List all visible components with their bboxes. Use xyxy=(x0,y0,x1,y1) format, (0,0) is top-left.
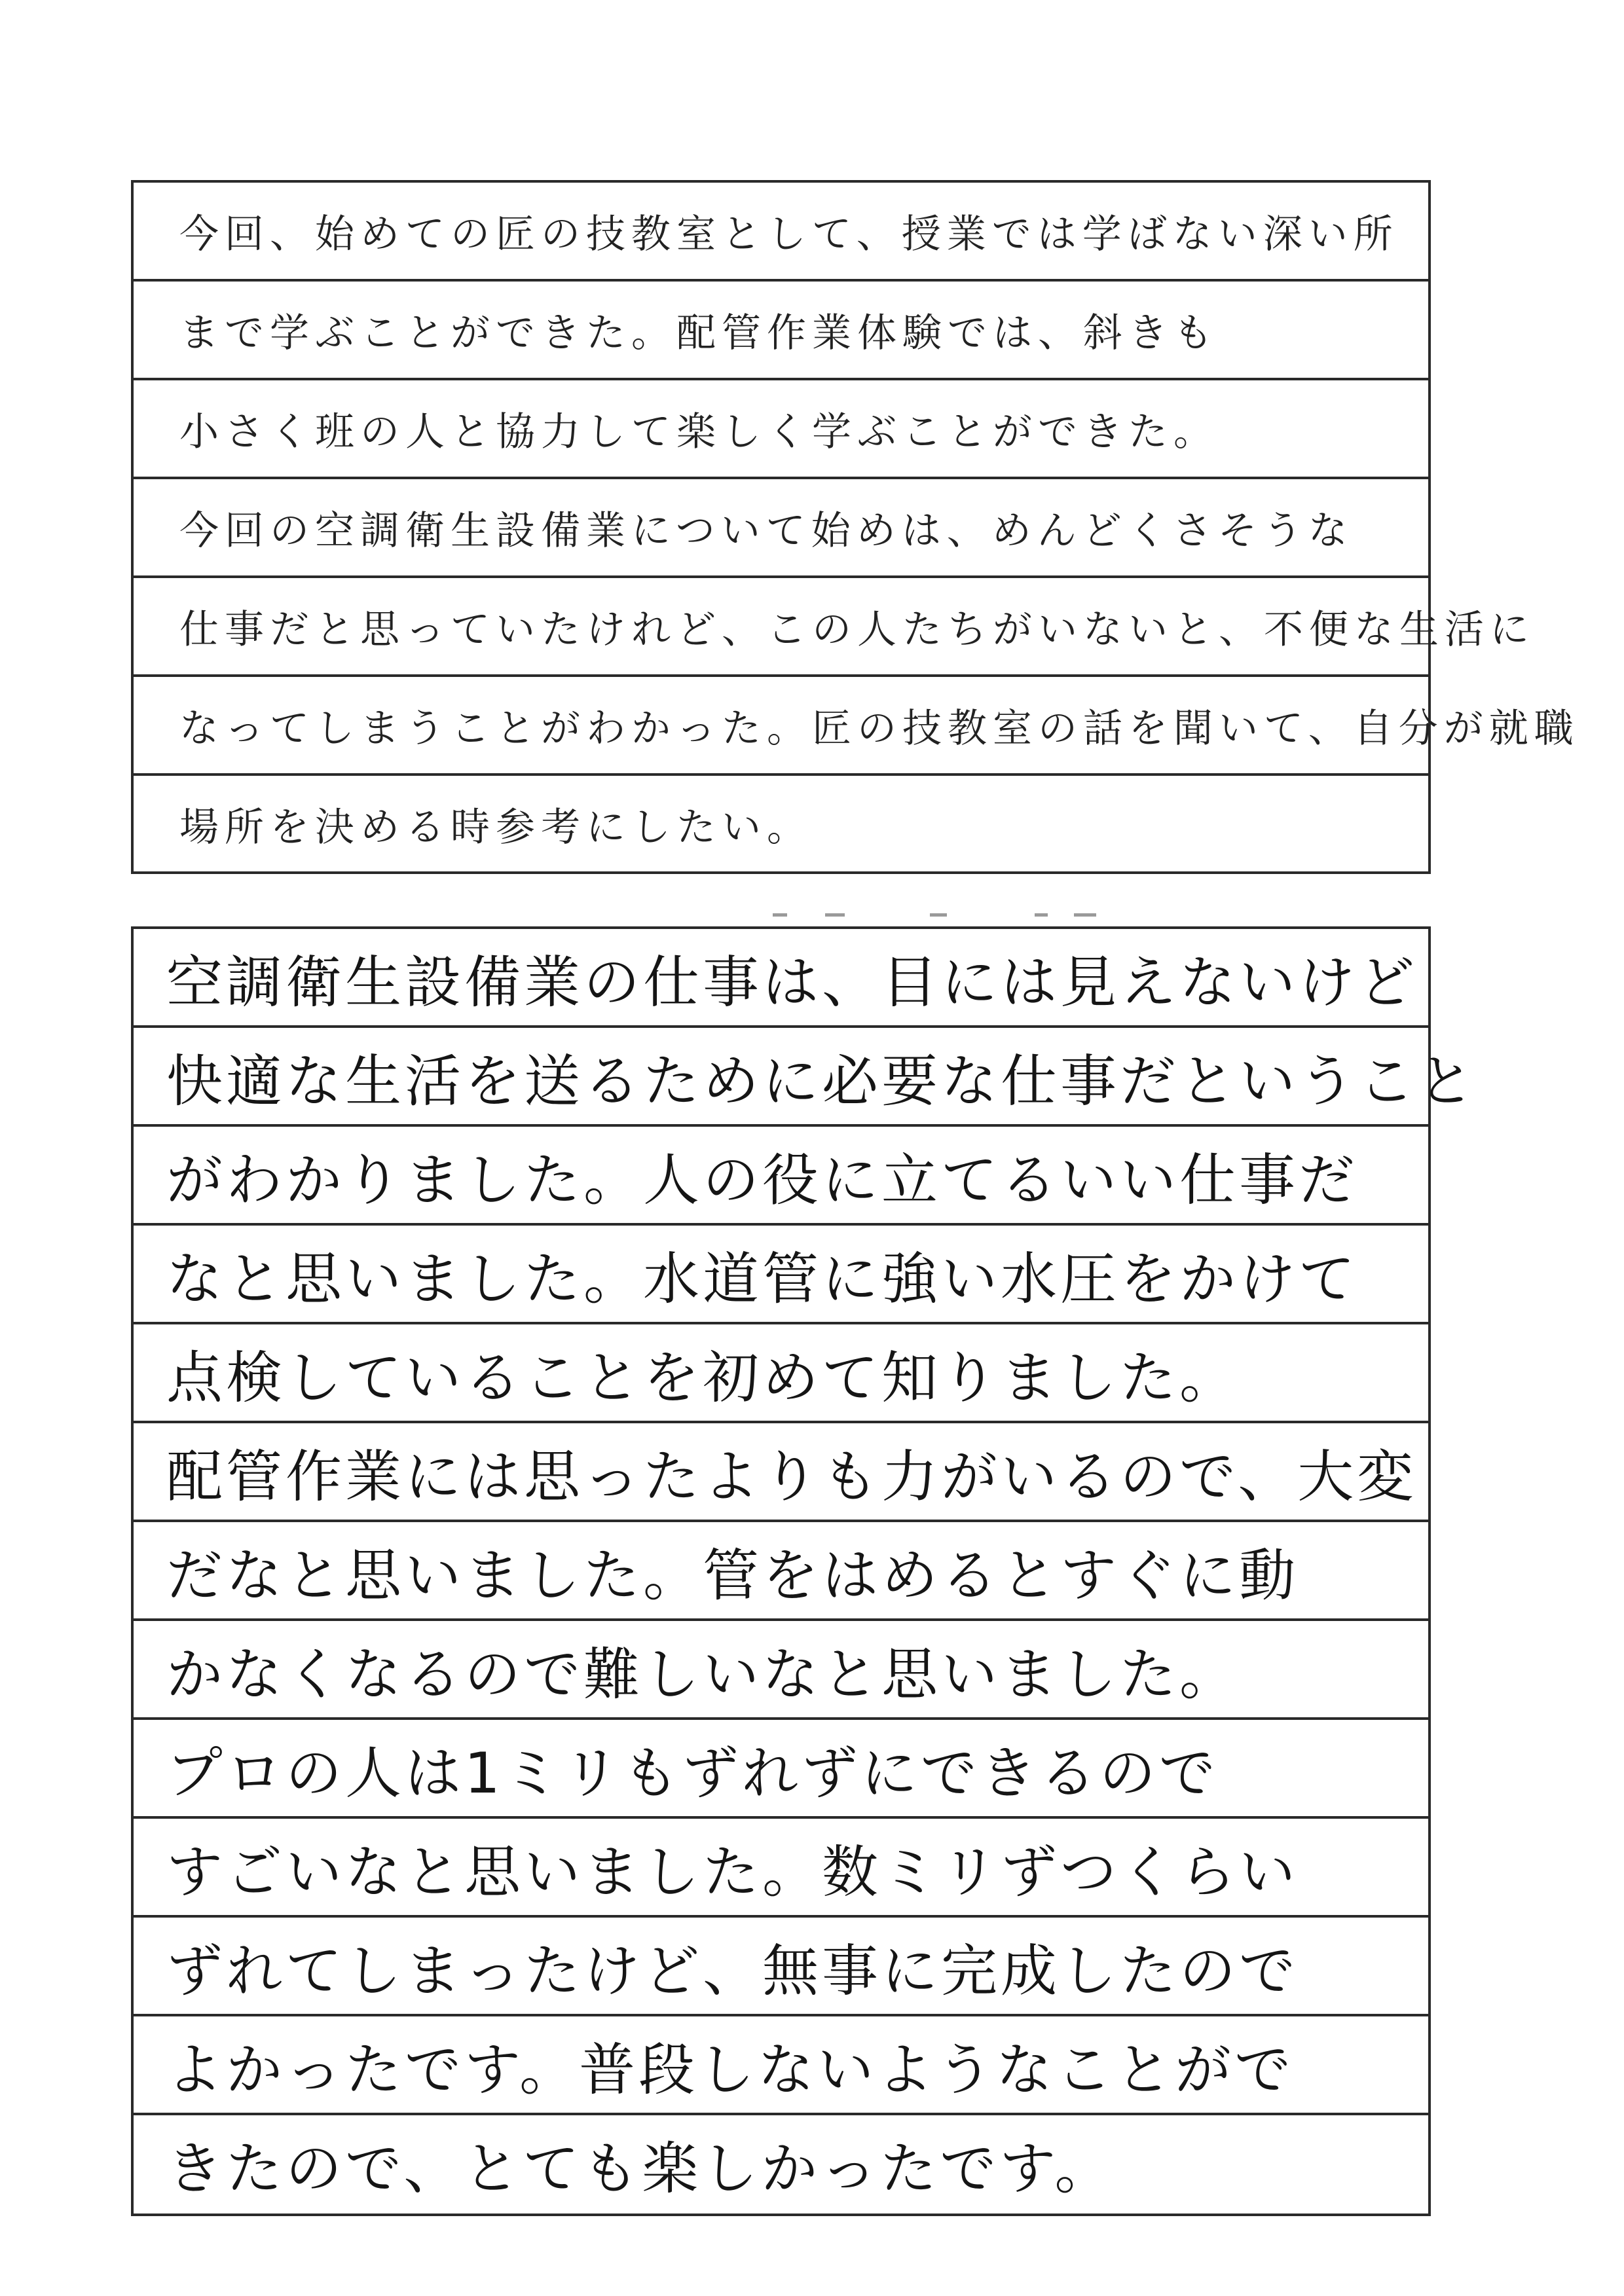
writing-frame-second xyxy=(131,926,1477,2216)
ruled-line-2-3: がわかりました。人の役に立てるいい仕事だ xyxy=(134,1124,1428,1223)
ruled-line-2-11: ずれてしまったけど、無事に完成したので xyxy=(134,1915,1428,2014)
ruled-line-2-4: なと思いました。水道管に強い水圧をかけて xyxy=(134,1223,1428,1322)
writing-frame-first xyxy=(131,180,1579,874)
ruled-line-2-12: よかったです。普段しないようなことがで xyxy=(134,2014,1428,2113)
scan-artifact-dots xyxy=(773,913,1100,919)
ruled-line-1-3: 小さく班の人と協力して楽しく学ぶことができた。 xyxy=(134,378,1428,477)
frame-bottom-rule-1 xyxy=(134,871,1428,874)
ruled-line-2-9: プロの人は1ミリもずれずにできるので xyxy=(134,1717,1428,1816)
ruled-line-1-6: なってしまうことがわかった。匠の技教室の話を聞いて、自分が就職 xyxy=(134,674,1428,773)
ruled-line-2-1: 空調衛生設備業の仕事は、目には見えないけど xyxy=(134,926,1428,1025)
ruled-line-2-7: だなと思いました。管をはめるとすぐに動 xyxy=(134,1520,1428,1618)
ruled-line-2-10: すごいなと思いました。数ミリずつくらい xyxy=(134,1816,1428,1915)
ruled-line-1-1: 今回、始めての匠の技教室として、授業では学ばない深い所 xyxy=(134,180,1428,279)
ruled-line-1-2: まで学ぶことができた。配管作業体験では、斜きも xyxy=(134,279,1428,378)
frame-bottom-rule-2 xyxy=(134,2214,1428,2216)
ruled-line-1-7: 場所を決める時参考にしたい。 xyxy=(134,773,1428,872)
ruled-line-2-2: 快適な生活を送るために必要な仕事だということ xyxy=(134,1025,1428,1124)
ruled-line-2-8: かなくなるので難しいなと思いました。 xyxy=(134,1618,1428,1717)
ruled-line-2-5: 点検していることを初めて知りました。 xyxy=(134,1322,1428,1421)
ruled-line-1-4: 今回の空調衛生設備業について始めは、めんどくさそうな xyxy=(134,477,1428,575)
ruled-line-1-5: 仕事だと思っていたけれど、この人たちがいないと、不便な生活に xyxy=(134,575,1428,674)
ruled-line-2-13: きたので、とても楽しかったです。 xyxy=(134,2113,1428,2212)
ruled-line-2-6: 配管作業には思ったよりも力がいるので、大変 xyxy=(134,1421,1428,1520)
